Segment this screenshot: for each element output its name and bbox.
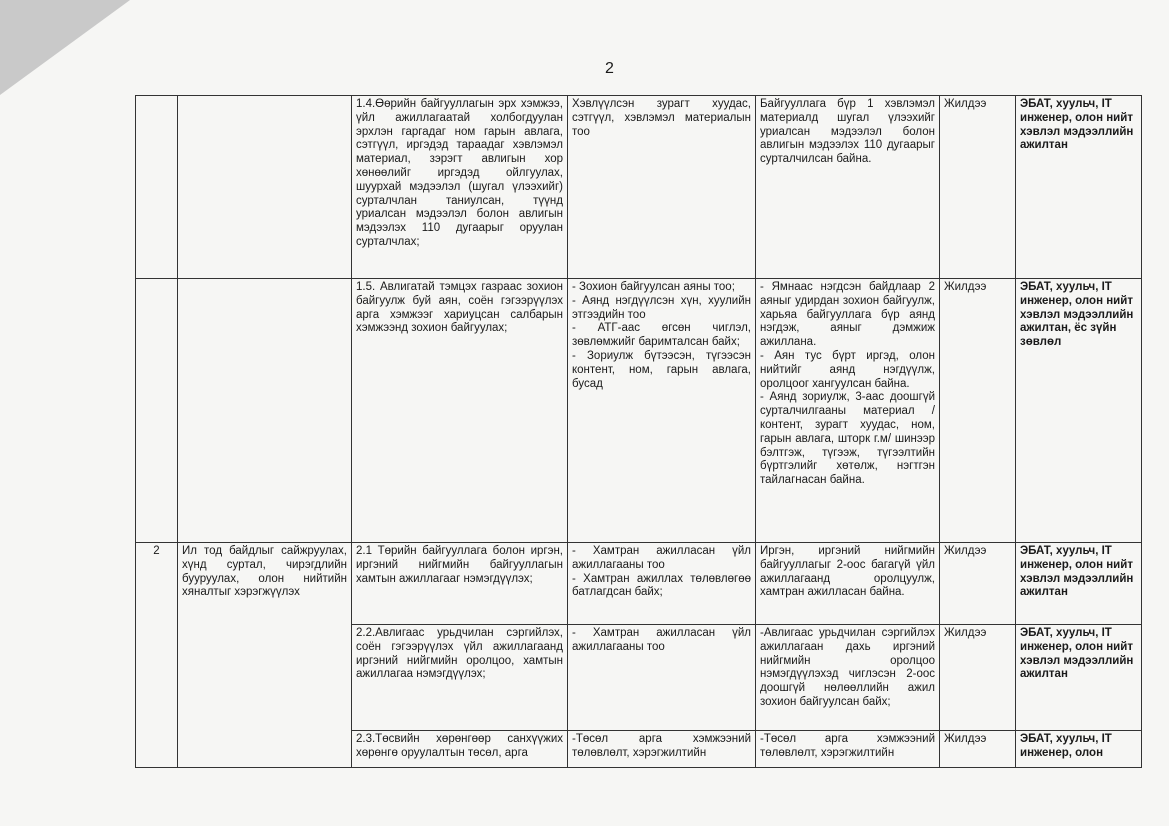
activity-cell: 2.1 Төрийн байгууллага болон иргэн, иргэний нийгмийн байгууллагын хамтын ажиллагааг нэмэгдүүлэх;: [352, 543, 568, 625]
indicator-cell: - Зохион байгуулсан аяны тоо; - Аянд нэгдүүлсэн хүн, хуулийн этгээдийн тоо - АТГ-аас өгсөн чиглэл, зөвлөмжийг баримталсан байх; - Зориулж бүтээсэн, түгээсэн контент, ном, гарын авлага, бусад: [568, 279, 756, 543]
target-cell: Байгууллага бүр 1 хэвлэмэл материалд шугал үлээхийг уриалсан мэдээлэл болон авлигын мэдээлэх 110 дугаарыг сурталчилсан байна.: [756, 96, 940, 279]
activity-cell: 1.4.Өөрийн байгууллагын эрх хэмжээ, үйл ажиллагаатай холбогдуулан эрхлэн гаргадаг ном гарын авлага, сэтгүүл, иргэдэд тараадаг хэвлэмэл материал, зэрэгт авлигын хор хөнөөлийг иргэдэд ойлгуулах, шуурхай мэдээлэл (шугал үлээхийг) сурталчлан таниулсан, түүнд уриалсан мэдээлэл болон авлигын мэдээлэх 110 дугаарыг оруулан сурталчлах;: [352, 96, 568, 279]
timeline-text: Жилдээ: [944, 733, 987, 745]
timeline-cell: Жилдээ: [940, 96, 1016, 279]
table-row: [136, 279, 1142, 543]
activity-text: 2.3.Төсвийн хөрөнгөөр санхүүжих хөрөнгө оруулалтын төсөл, арга: [356, 733, 563, 759]
indicator-cell: Хэвлүүлсэн зурагт хуудас, сэтгүүл, хэвлэмэл материалын тоо: [568, 96, 756, 279]
indicator-cell: - Хамтран ажилласан үйл ажиллагааны тоо - Хамтран ажиллах төлөвлөгөө батлагдсан байх;: [568, 543, 756, 625]
activity-cell: 1.5. Авлигатай тэмцэх газраас зохион байгуулж буй аян, соён гэгээрүүлэх арга хэмжээг хариуцсан салбарын хэмжээнд зохион байгуулах;: [352, 279, 568, 543]
target-cell: -Авлигаас урьдчилан сэргийлэх ажиллагаан дахь иргэний нийгмийн оролцоо нэмэгдүүлэхэд чиглэсэн 2-оос доошгүй нөлөөллийн ажил зохион байгуулсан байх;: [756, 625, 940, 731]
number-cell: [136, 279, 178, 543]
timeline-cell: [940, 731, 1016, 768]
timeline-cell: Жилдээ: [940, 625, 1016, 731]
responsible-cell: ЭБАТ, хуульч, IT инженер, олон нийт хэвлэл мэдээллийн ажилтан: [1016, 625, 1142, 731]
target-cell: [756, 731, 940, 768]
responsible-cell: [1016, 731, 1142, 768]
target-text: -Төсөл арга хэмжээний төлөвлөлт, хэрэгжилтийн: [760, 733, 935, 759]
target-cell: - Ямнаас нэгдсэн байдлаар 2 аяныг удирдан зохион байгуулж, харьяа байгууллага бүр аянд нэгдэж, аяныг дэмжиж ажиллана. - Аян тус бүрт иргэд, олон нийтийг аянд нэгдүүлж, оролцоог хангуулсан байна. - Аянд зориулж, 3-аас доошгүй сурталчилгааны материал /контент, зурагт хуудас, ном, гарын авлага, шторк г.м/ шинээр бэлтгэж, түгээж, түгээлтийн бүртгэлийг хөтөлж, нэгтгэн тайлагнасан байна.: [756, 279, 940, 543]
activity-cell: [352, 731, 568, 768]
table-row: [136, 96, 1142, 279]
timeline-cell: Жилдээ: [940, 543, 1016, 625]
indicator-cell: - Хамтран ажилласан үйл ажиллагааны тоо: [568, 625, 756, 731]
responsible-text: ЭБАТ, хуульч, IT инженер, олон: [1020, 733, 1112, 759]
objective-cell: [178, 279, 352, 543]
responsible-cell: ЭБАТ, хуульч, IT инженер, олон нийт хэвлэл мэдээллийн ажилтан: [1016, 543, 1142, 625]
target-cell: Иргэн, иргэний нийгмийн байгууллагыг 2-оос багагүй үйл ажиллагаанд оролцуулж, хамтран ажилласан байна.: [756, 543, 940, 625]
page-number: 2: [605, 60, 614, 77]
indicator-text: -Төсөл арга хэмжээний төлөвлөлт, хэрэгжилтийн: [572, 733, 751, 759]
objective-cell: [178, 96, 352, 279]
action-plan-table: [135, 95, 1142, 768]
group-number-cell: 2: [136, 543, 178, 768]
table-row: [136, 543, 1142, 625]
number-cell: [136, 96, 178, 279]
indicator-cell: [568, 731, 756, 768]
page-corner-fold: [0, 0, 130, 95]
activity-cell: 2.2.Авлигаас урьдчилан сэргийлэх, соён гэгээрүүлэх үйл ажиллагаанд иргэний нийгмийн оролцоо, хамтын ажиллагаа нэмэгдүүлэх;: [352, 625, 568, 731]
timeline-cell: Жилдээ: [940, 279, 1016, 543]
responsible-cell: ЭБАТ, хуульч, IT инженер, олон нийт хэвлэл мэдээллийн ажилтан, ёс зүйн зөвлөл: [1016, 279, 1142, 543]
responsible-cell: ЭБАТ, хуульч, IT инженер, олон нийт хэвлэл мэдээллийн ажилтан: [1016, 96, 1142, 279]
objective-cell: Ил тод байдлыг сайжруулах, хүнд суртал, чирэгдлийн бууруулах, олон нийтийн хяналтыг хэрэгжүүлэх: [178, 543, 352, 768]
